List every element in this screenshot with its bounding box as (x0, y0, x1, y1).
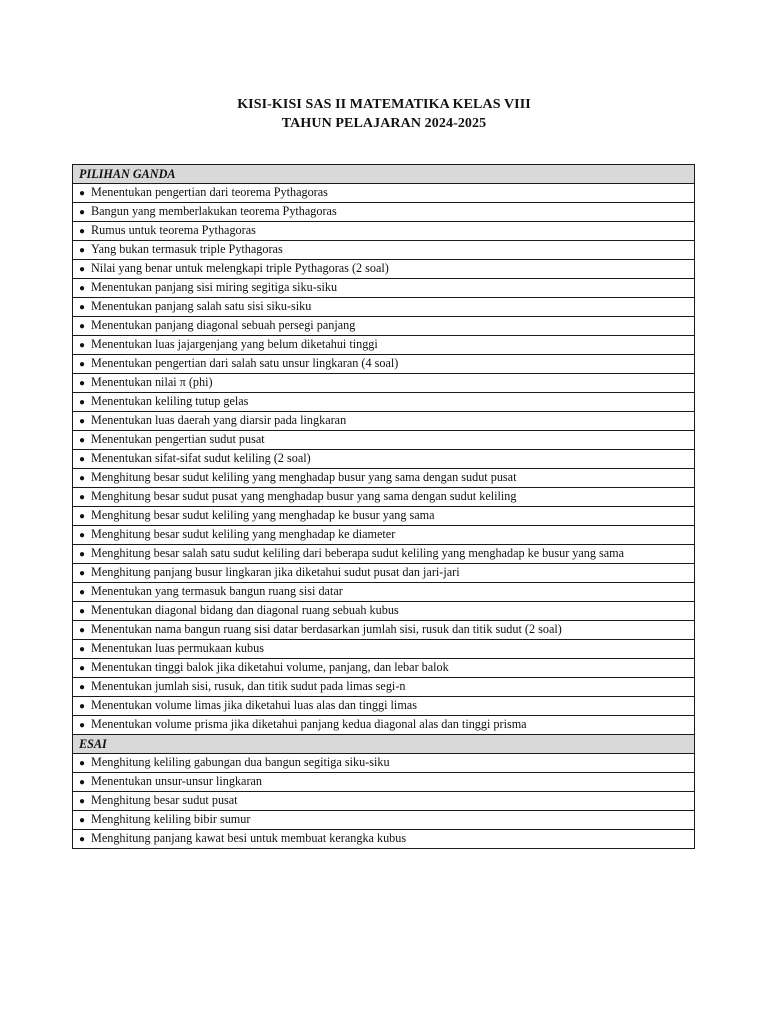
item-text: Menentukan pengertian dari teorema Pythagoras (91, 184, 328, 199)
table-cell (73, 544, 695, 563)
bullet-icon: ● (79, 795, 86, 807)
table-row (73, 715, 695, 734)
item-text: Menentukan yang termasuk bangun ruang sisi datar (91, 583, 343, 598)
item-text: Menentukan luas daerah yang diarsir pada lingkaran (91, 412, 347, 427)
table-row (73, 430, 695, 449)
item-text: Menentukan volume prisma jika diketahui panjang kedua diagonal alas dan tinggi prisma (91, 716, 527, 731)
item-text: Menghitung besar salah satu sudut keliling dari beberapa sudut keliling yang menghadap ke busur yang sama (91, 545, 625, 560)
table-cell (73, 278, 695, 297)
table-cell (73, 392, 695, 411)
table-cell (73, 525, 695, 544)
item-text: Menentukan luas jajargenjang yang belum diketahui tinggi (91, 336, 378, 351)
table-cell (73, 791, 695, 810)
item-text: Menghitung keliling gabungan dua bangun segitiga siku-siku (91, 754, 390, 769)
section-header-row (73, 165, 695, 184)
table-row (73, 354, 695, 373)
bullet-icon: ● (79, 776, 86, 788)
bullet-icon: ● (79, 510, 86, 522)
bullet-icon: ● (79, 719, 86, 731)
bullet-icon: ● (79, 415, 86, 427)
item-text: Nilai yang benar untuk melengkapi triple Pythagoras (2 soal) (91, 260, 389, 275)
section-heading: PILIHAN GANDA (73, 165, 695, 184)
bullet-icon: ● (79, 814, 86, 826)
bullet-icon: ● (79, 225, 86, 237)
bullet-icon: ● (79, 472, 86, 484)
table-cell (73, 411, 695, 430)
bullet-icon: ● (79, 358, 86, 370)
table-row (73, 601, 695, 620)
table-row (73, 791, 695, 810)
bullet-icon: ● (79, 263, 86, 275)
table-cell (73, 829, 695, 848)
item-text: Menentukan unsur-unsur lingkaran (91, 773, 263, 788)
table-row (73, 183, 695, 202)
table-cell (73, 430, 695, 449)
table-row (73, 335, 695, 354)
table-cell (73, 639, 695, 658)
item-text: Menghitung besar sudut keliling yang menghadap busur yang sama dengan sudut pusat (91, 469, 517, 484)
table-cell (73, 582, 695, 601)
table-row (73, 202, 695, 221)
table-cell (73, 183, 695, 202)
table-row (73, 620, 695, 639)
table-cell (73, 240, 695, 259)
kisi-kisi-table-body (73, 165, 695, 849)
bullet-icon: ● (79, 434, 86, 446)
item-text: Menentukan luas permukaan kubus (91, 640, 264, 655)
bullet-icon: ● (79, 206, 86, 218)
item-text: Menghitung panjang kawat besi untuk membuat kerangka kubus (91, 830, 407, 845)
item-text: Menentukan diagonal bidang dan diagonal ruang sebuah kubus (91, 602, 399, 617)
bullet-icon: ● (79, 548, 86, 560)
bullet-icon: ● (79, 586, 86, 598)
item-text: Menghitung keliling bibir sumur (91, 811, 251, 826)
bullet-icon: ● (79, 700, 86, 712)
bullet-icon: ● (79, 624, 86, 636)
table-cell (73, 601, 695, 620)
table-row (73, 468, 695, 487)
table-row (73, 316, 695, 335)
bullet-icon: ● (79, 681, 86, 693)
table-cell (73, 753, 695, 772)
table-row (73, 677, 695, 696)
table-row (73, 639, 695, 658)
item-text: Menentukan sifat-sifat sudut keliling (2 soal) (91, 450, 311, 465)
table-row (73, 753, 695, 772)
bullet-icon: ● (79, 301, 86, 313)
section-heading: ESAI (73, 734, 695, 753)
bullet-icon: ● (79, 377, 86, 389)
bullet-icon: ● (79, 320, 86, 332)
table-row (73, 487, 695, 506)
bullet-icon: ● (79, 453, 86, 465)
item-text: Menentukan nama bangun ruang sisi datar berdasarkan jumlah sisi, rusuk dan titik sudut (2 soal) (91, 621, 562, 636)
table-cell (73, 468, 695, 487)
item-text: Menentukan jumlah sisi, rusuk, dan titik sudut pada limas segi-n (91, 678, 406, 693)
bullet-icon: ● (79, 529, 86, 541)
item-text: Menghitung panjang busur lingkaran jika diketahui sudut pusat dan jari-jari (91, 564, 460, 579)
item-text: Menentukan nilai π (phi) (91, 374, 213, 389)
table-cell (73, 449, 695, 468)
item-text: Menentukan tinggi balok jika diketahui volume, panjang, dan lebar balok (91, 659, 449, 674)
table-row (73, 696, 695, 715)
table-row (73, 506, 695, 525)
bullet-icon: ● (79, 662, 86, 674)
table-row (73, 221, 695, 240)
table-cell (73, 335, 695, 354)
table-row (73, 259, 695, 278)
table-row (73, 772, 695, 791)
bullet-icon: ● (79, 643, 86, 655)
table-cell (73, 297, 695, 316)
table-row (73, 240, 695, 259)
bullet-icon: ● (79, 567, 86, 579)
document-title-block (0, 95, 768, 133)
bullet-icon: ● (79, 833, 86, 845)
item-text: Menghitung besar sudut pusat yang menghadap busur yang sama dengan sudut keliling (91, 488, 517, 503)
table-row (73, 829, 695, 848)
table-cell (73, 316, 695, 335)
item-text: Menentukan volume limas jika diketahui luas alas dan tinggi limas (91, 697, 417, 712)
table-row (73, 411, 695, 430)
item-text: Rumus untuk teorema Pythagoras (91, 222, 256, 237)
table-cell (73, 487, 695, 506)
section-header-row (73, 734, 695, 753)
item-text: Menentukan pengertian sudut pusat (91, 431, 265, 446)
kisi-kisi-table (72, 164, 695, 849)
item-text: Menghitung besar sudut keliling yang menghadap ke busur yang sama (91, 507, 435, 522)
bullet-icon: ● (79, 282, 86, 294)
item-text: Menentukan panjang sisi miring segitiga siku-siku (91, 279, 338, 294)
bullet-icon: ● (79, 491, 86, 503)
table-cell (73, 677, 695, 696)
item-text: Bangun yang memberlakukan teorema Pythagoras (91, 203, 337, 218)
table-cell (73, 221, 695, 240)
table-cell (73, 696, 695, 715)
table-cell (73, 259, 695, 278)
bullet-icon: ● (79, 339, 86, 351)
bullet-icon: ● (79, 396, 86, 408)
table-row (73, 297, 695, 316)
table-row (73, 810, 695, 829)
bullet-icon: ● (79, 605, 86, 617)
table-row (73, 582, 695, 601)
table-cell (73, 506, 695, 525)
item-text: Menentukan keliling tutup gelas (91, 393, 249, 408)
table-row (73, 658, 695, 677)
item-text: Menentukan pengertian dari salah satu unsur lingkaran (4 soal) (91, 355, 399, 370)
table-row (73, 525, 695, 544)
table-row (73, 373, 695, 392)
table-cell (73, 373, 695, 392)
table-row (73, 544, 695, 563)
table-cell (73, 354, 695, 373)
bullet-icon: ● (79, 187, 86, 199)
item-text: Menghitung besar sudut pusat (91, 792, 238, 807)
document-title: KISI-KISI SAS II MATEMATIKA KELAS VIII (237, 97, 531, 112)
item-text: Menentukan panjang diagonal sebuah persegi panjang (91, 317, 356, 332)
table-cell (73, 658, 695, 677)
table-row (73, 278, 695, 297)
bullet-icon: ● (79, 757, 86, 769)
table-cell (73, 810, 695, 829)
item-text: Menentukan panjang salah satu sisi siku-siku (91, 298, 312, 313)
table-row (73, 449, 695, 468)
item-text: Yang bukan termasuk triple Pythagoras (91, 241, 283, 256)
table-cell (73, 563, 695, 582)
item-text: Menghitung besar sudut keliling yang menghadap ke diameter (91, 526, 396, 541)
table-row (73, 563, 695, 582)
table-cell (73, 772, 695, 791)
bullet-icon: ● (79, 244, 86, 256)
document-subtitle: TAHUN PELAJARAN 2024-2025 (281, 116, 487, 131)
table-cell (73, 620, 695, 639)
table-cell (73, 715, 695, 734)
table-row (73, 392, 695, 411)
table-cell (73, 202, 695, 221)
